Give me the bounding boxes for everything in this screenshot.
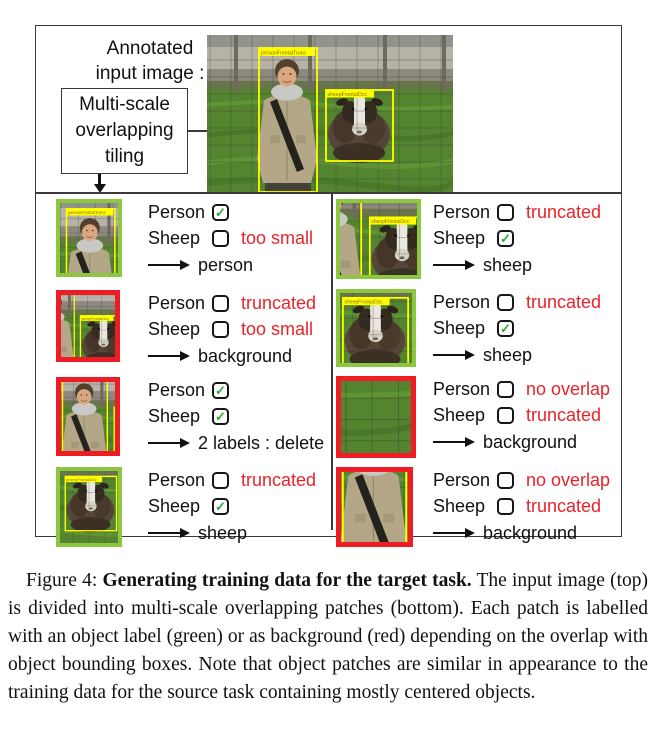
checkmark-icon: ✓ — [215, 408, 226, 424]
arrow-head-icon — [180, 528, 190, 538]
person-note: no overlap — [526, 378, 611, 399]
tiling-box — [61, 88, 188, 174]
patch-row — [336, 376, 618, 463]
figure-caption — [8, 567, 648, 707]
arrow-icon — [148, 355, 180, 358]
patch-thumbnail — [56, 199, 122, 277]
person-checkbox — [212, 295, 229, 312]
sheep-note: truncated — [526, 495, 602, 516]
sheep-class-label: Sheep — [148, 227, 201, 248]
patch-row — [336, 467, 618, 552]
sheep-class-label: Sheep — [148, 495, 201, 516]
person-note: truncated — [526, 201, 602, 222]
sheep-checkbox — [212, 408, 229, 425]
patch-result-label: background — [483, 431, 578, 452]
sheep-checkbox — [212, 498, 229, 515]
arrow-head-icon — [180, 260, 190, 270]
checkmark-icon: ✓ — [500, 320, 511, 336]
annotated-input-label-line1: Annotated — [106, 38, 194, 59]
tiling-box-line1: Multi-scale — [79, 94, 170, 115]
person-class-label: Person — [433, 378, 491, 399]
checkmark-icon: ✓ — [215, 382, 226, 398]
sheep-class-label: Sheep — [433, 317, 486, 338]
patch-row — [56, 467, 330, 552]
annotated-input-label-line2: input image : — [95, 63, 205, 84]
section-divider — [36, 192, 621, 194]
sheep-checkbox — [497, 230, 514, 247]
person-checkbox — [497, 472, 514, 489]
person-note: truncated — [241, 292, 317, 313]
person-checkbox — [212, 204, 229, 221]
person-checkbox — [497, 294, 514, 311]
arrow-icon — [148, 264, 180, 267]
sheep-class-label: Sheep — [433, 404, 486, 425]
person-class-label: Person — [148, 469, 206, 490]
patch-thumbnail — [56, 467, 122, 547]
person-note: truncated — [241, 469, 317, 490]
arrow-icon — [148, 532, 180, 535]
caption-bold-title: Generating training data for the target task. — [102, 569, 472, 591]
arrow-head-icon — [180, 438, 190, 448]
patch-thumbnail — [336, 467, 413, 547]
patch-thumbnail — [56, 290, 120, 362]
arrow-icon — [433, 532, 465, 535]
sheep-class-label: Sheep — [148, 405, 201, 426]
patch-row — [56, 290, 330, 369]
person-checkbox — [212, 382, 229, 399]
annotated-input-label — [74, 36, 226, 86]
arrow-head-icon — [465, 350, 475, 360]
caption-body: The input image (top) is divided into multi-scale overlapping patches (bottom). Each patch is labelled with an object label (green) or as background (red) depending on the overlap with object bounding boxes. Note that object patches are similar in appearance to the training data for the source task containing mostly centered objects. — [8, 569, 648, 703]
person-checkbox — [212, 472, 229, 489]
caption-prefix: Figure 4: — [26, 569, 103, 591]
arrow-head-icon — [465, 528, 475, 538]
patch-thumbnail — [336, 289, 416, 367]
person-class-label: Person — [433, 469, 491, 490]
patch-row — [56, 199, 330, 282]
arrow-icon — [148, 442, 180, 445]
patch-result-label: sheep — [198, 522, 248, 543]
person-note: no overlap — [526, 469, 611, 490]
sheep-note: truncated — [526, 404, 602, 425]
annotated-photo — [207, 35, 453, 192]
sheep-note: too small — [241, 227, 314, 248]
patch-row — [336, 289, 618, 372]
patch-result-label: person — [198, 254, 254, 275]
tiling-box-line3: tiling — [104, 146, 145, 167]
sheep-checkbox — [212, 321, 229, 338]
sheep-class-label: Sheep — [433, 227, 486, 248]
sheep-class-label: Sheep — [433, 495, 486, 516]
person-class-label: Person — [148, 292, 206, 313]
arrow-icon — [433, 441, 465, 444]
sheep-checkbox — [497, 407, 514, 424]
arrow-icon — [433, 264, 465, 267]
patch-thumbnail — [56, 377, 120, 456]
tiling-connector-line — [188, 130, 207, 132]
arrow-head-icon — [465, 437, 475, 447]
arrow-head-icon — [180, 351, 190, 361]
person-class-label: Person — [433, 291, 491, 312]
column-divider — [331, 192, 333, 530]
checkmark-icon: ✓ — [215, 204, 226, 220]
checkmark-icon: ✓ — [500, 230, 511, 246]
sheep-class-label: Sheep — [148, 318, 201, 339]
person-note: truncated — [526, 291, 602, 312]
sheep-note: too small — [241, 318, 314, 339]
person-checkbox — [497, 204, 514, 221]
down-arrow-icon — [93, 174, 106, 193]
patch-thumbnail — [336, 376, 416, 458]
person-class-label: Person — [433, 201, 491, 222]
figure-frame — [35, 25, 622, 543]
person-class-label: Person — [148, 379, 206, 400]
patch-result-label: background — [483, 522, 578, 543]
patch-result-label: sheep — [483, 344, 533, 365]
patch-thumbnail — [336, 199, 421, 279]
sheep-checkbox — [497, 498, 514, 515]
person-checkbox — [497, 381, 514, 398]
checkmark-icon: ✓ — [215, 498, 226, 514]
arrow-head-icon — [465, 260, 475, 270]
patch-grid-left — [56, 199, 330, 552]
patch-grid-right — [336, 199, 618, 552]
patch-result-label: 2 labels : delete — [198, 432, 325, 453]
patch-row — [56, 377, 330, 461]
tiling-box-line2: overlapping — [75, 120, 174, 141]
person-class-label: Person — [148, 201, 206, 222]
patch-row — [336, 199, 618, 284]
patch-result-label: sheep — [483, 254, 533, 275]
arrow-icon — [433, 354, 465, 357]
sheep-checkbox — [212, 230, 229, 247]
patch-result-label: background — [198, 345, 293, 366]
sheep-checkbox — [497, 320, 514, 337]
